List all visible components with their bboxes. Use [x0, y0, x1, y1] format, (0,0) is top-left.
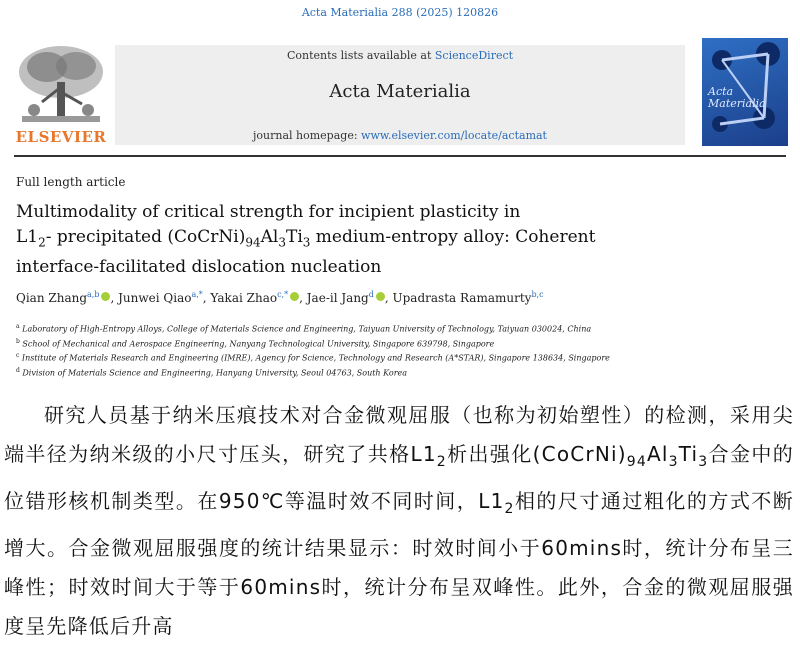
body-text-3: 合金中的位错形核机制类型。在950℃等温时效不同时间，L1 — [4, 442, 794, 513]
affiliation-key: d — [16, 366, 20, 374]
author-affil-sup[interactable]: d — [368, 290, 374, 299]
header-divider — [14, 155, 786, 157]
title-l1-sub: 2 — [38, 235, 46, 250]
title-rest: medium-entropy alloy: Coherent — [310, 227, 596, 247]
journal-homepage — [115, 129, 685, 142]
body-text-1: 研究人员基于纳米压痕技术对合金微观屈服（也称为初始塑性）的检测，采用尖端半径为纳米级的小尺寸压头，研究了共格L1 — [4, 403, 794, 466]
body-text-4: 相的尺寸通过粗化的方式不断增大。合金微观屈服强度的统计结果显示：时效时间小于60mins时，统计分布呈三峰性；时效时间大于等于60mins时，统计分布呈双峰性。此外，合金的微观屈服强度呈先降低后升高 — [4, 489, 794, 638]
affiliation-key: a — [16, 323, 20, 330]
affiliation-text: Laboratory of High-Entropy Alloys, College of Materials Science and Engineering, Taiyuan University of Technology, Taiyuan 030024, China — [22, 324, 592, 334]
title-mid: - precipitated (CoCrNi) — [45, 227, 246, 247]
body-sub-3: 2 — [504, 501, 515, 517]
author-affil-sup[interactable]: b,c — [531, 290, 544, 299]
body-ti: Ti — [678, 442, 699, 466]
author-name[interactable]: Jae-il Jang — [306, 291, 369, 305]
title-l1: L1 — [16, 227, 39, 247]
sciencedirect-link[interactable]: ScienceDirect — [434, 49, 514, 62]
author-name[interactable]: Junwei Qiao — [118, 291, 192, 305]
body-text-2: 析出强化(CoCrNi) — [446, 442, 627, 466]
title-sub3a: 3 — [278, 235, 286, 250]
body-sub3b: 3 — [698, 454, 709, 470]
elsevier-wordmark[interactable]: ELSEVIER — [15, 128, 107, 146]
author-name[interactable]: Qian Zhang — [16, 291, 88, 305]
affiliation-key: b — [16, 337, 20, 345]
author-name[interactable]: Yakai Zhao — [210, 291, 278, 305]
contents-available — [115, 49, 685, 62]
journal-citation[interactable]: Acta Materialia 288 (2025) 120826 — [301, 6, 499, 19]
affiliation-text: Institute of Materials Research and Engineering (IMRE), Agency for Science, Technology and Research (A*STAR), Singapore 138634, Singapore — [21, 353, 610, 363]
author-affil-sup[interactable]: a,b — [87, 290, 100, 299]
orcid-icon[interactable] — [290, 292, 299, 301]
body-sub3a: 3 — [668, 454, 679, 470]
homepage-prefix: journal homepage: — [253, 129, 362, 142]
title-line1: Multimodality of critical strength for incipient plasticity in — [16, 202, 521, 222]
author-name[interactable]: Upadrasta Ramamurty — [392, 291, 532, 305]
title-line3: interface-facilitated dislocation nucleation — [16, 257, 382, 278]
body-sub94: 94 — [626, 454, 647, 470]
body-sub-1: 2 — [436, 454, 447, 470]
journal-header-box — [115, 45, 685, 145]
title-sub94: 94 — [245, 235, 261, 250]
title-ti: Ti — [285, 227, 303, 247]
author-affil-sup[interactable]: c,* — [277, 290, 289, 299]
affiliation-text: School of Mechanical and Aerospace Engineering, Nanyang Technological University, Singapore 639798, Singapore — [22, 339, 495, 349]
body-paragraph-text — [4, 396, 794, 646]
affiliation-text: Division of Materials Science and Engineering, Hanyang University, Seoul 04763, South Korea — [22, 368, 408, 378]
homepage-link[interactable]: www.elsevier.com/locate/actamat — [361, 129, 547, 142]
author-list: Qian Zhang$^{a,b}$ , Junwei Qiao$^{a,*}$, Yakai Zhao$^{c,*}$ , Jae-il Jang$^d$ , Upadrasta Ramamurty$^{b,c}$ — [16, 290, 544, 305]
affiliation-item — [16, 365, 610, 380]
affiliation-item — [16, 336, 610, 351]
affiliation-key: c — [16, 352, 20, 360]
affiliation-list — [16, 321, 610, 380]
article-title — [16, 200, 656, 280]
affiliation-item — [16, 321, 610, 336]
article-type: Full length article — [16, 175, 126, 189]
contents-prefix: Contents lists available at — [286, 49, 435, 62]
cover-title — [708, 86, 766, 110]
title-al: Al — [260, 227, 279, 247]
cover-title-line2: Materialia — [708, 97, 766, 110]
journal-cover-image[interactable] — [702, 38, 788, 146]
author-affil-sup[interactable]: a,* — [191, 290, 203, 299]
orcid-icon[interactable] — [376, 292, 385, 301]
body-al: Al — [646, 442, 669, 466]
cover-title-line1: Acta — [708, 85, 734, 98]
affiliation-item — [16, 350, 610, 365]
body-paragraph — [4, 396, 794, 646]
title-sub3b: 3 — [302, 235, 311, 250]
orcid-icon[interactable] — [101, 292, 110, 301]
journal-name: Acta Materialia — [329, 81, 471, 102]
